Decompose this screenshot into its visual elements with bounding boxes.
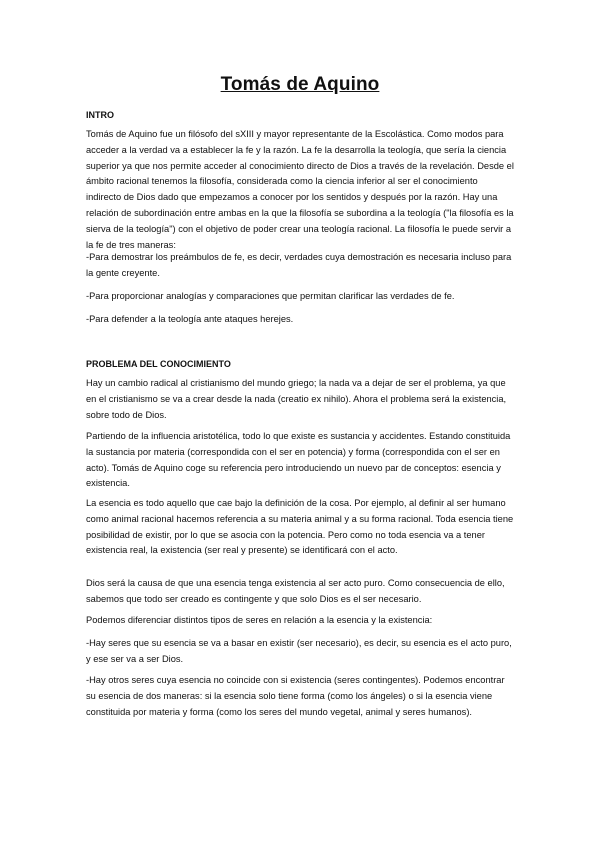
- intro-paragraph-1: Tomás de Aquino fue un filósofo del sXIII y mayor representante de la Escolástica. Como modos para acceder a la verdad va a establecer la fe y la razón. La fe la desarrolla la teología, que sería la ciencia superior ya que nos permite acceder al conocimiento directo de Dios a través de la revelación. Desde el ámbito racional tenemos la filosofía, considerada como la ciencia inferior al ser el conocimiento indirecto de Dios dado que empezamos a conocer por los sentidos y después por la razón. Hay una relación de subordinación entre ambas en la que la filosofía se subordina a la teología ("la filosofía es la sierva de la teología") con el objetivo de poder crear una teología racional. La filosofía le puede servir a la fe de tres maneras:: [86, 129, 514, 250]
- section-heading-intro: INTRO: [86, 110, 114, 120]
- intro-paragraph-3: -Para proporcionar analogías y comparaciones que permitan clarificar las verdades de fe.: [86, 291, 455, 301]
- problema-paragraph-2: Partiendo de la influencia aristotélica, todo lo que existe es sustancia y accidentes. Estando constituida la sustancia por materia (correspondida con el ser en potencia) y forma (correspondida con el ser en acto). Tomás de Aquino coge su referencia pero introduciendo un nuevo par de conceptos: esencia y existencia.: [86, 431, 511, 489]
- intro-paragraph-4: -Para defender a la teología ante ataques herejes.: [86, 314, 294, 324]
- problema-paragraph-5: Podemos diferenciar distintos tipos de seres en relación a la esencia y la existencia:: [86, 615, 433, 625]
- problema-paragraph-1: Hay un cambio radical al cristianismo del mundo griego; la nada va a dejar de ser el problema, ya que en el cristianismo se va a crear desde la nada (creatio ex nihilo). Ahora el problema será la existencia, sobre todo de Dios.: [86, 378, 507, 420]
- problema-paragraph-4: Dios será la causa de que una esencia tenga existencia al ser acto puro. Como consecuencia de ello, sabemos que todo ser creado es contingente y que solo Dios es el ser necesario.: [86, 578, 505, 604]
- page-title: Tomás de Aquino: [220, 74, 380, 95]
- problema-paragraph-3: La esencia es todo aquello que cae bajo la definición de la cosa. Por ejemplo, al definir al ser humano como animal racional hacemos referencia a su materia animal y a su forma racional. Toda esencia tiene posibilidad de existir, por lo que se asocia con la potencia. Pero como no toda esencia va a tener existencia real, la existencia (ser real y presente) se identificará con el acto.: [86, 498, 514, 556]
- intro-paragraph-2: -Para demostrar los preámbulos de fe, es decir, verdades cuya demostración es necesaria incluso para la gente creyente.: [86, 252, 512, 278]
- problema-paragraph-6: -Hay seres que su esencia se va a basar en existir (ser necesario), es decir, su esencia es el acto puro, y ese ser va a ser Dios.: [86, 638, 512, 664]
- problema-paragraph-7: -Hay otros seres cuya esencia no coincide con si existencia (seres contingentes). Podemos encontrar su esencia de dos maneras: si la esencia solo tiene forma (como los ángeles) o si la esencia viene constituida por materia y forma (como los seres del mundo vegetal, animal y seres humanos).: [86, 675, 505, 717]
- section-heading-problema: PROBLEMA DEL CONOCIMIENTO: [86, 359, 231, 369]
